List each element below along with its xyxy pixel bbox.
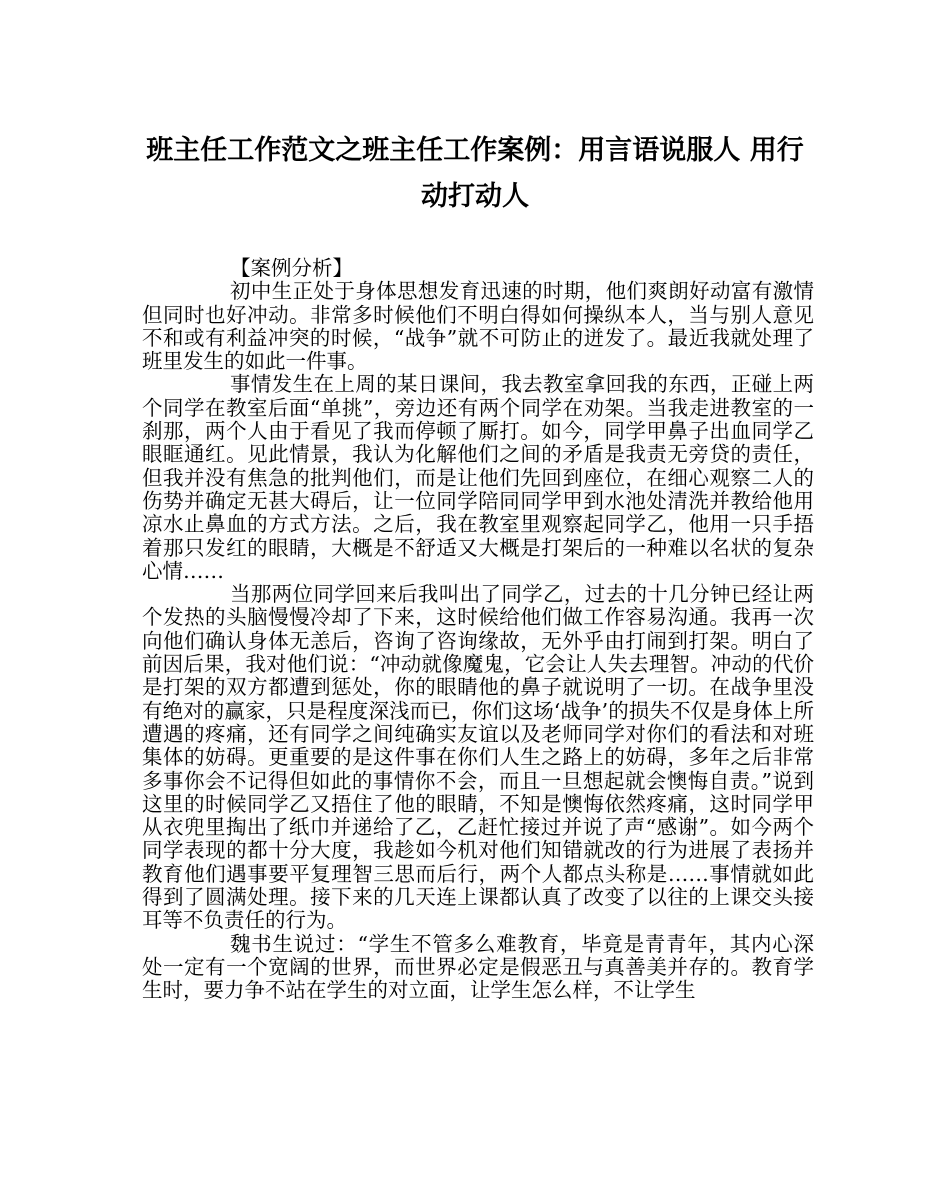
- document-body: [142, 257, 814, 1003]
- paragraph-quote: 魏书生说过：“学生不管多么难教育，毕竟是青青年，其内心深处一定有一个宽阔的世界，而世界必定是假恶丑与真善美并存的。教育学生时，要力争不站在学生的对立面，让学生怎么样，不让学生: [142, 931, 814, 1003]
- document-title: 班主任工作范文之班主任工作案例：用言语说服人 用行动打动人: [146, 135, 804, 212]
- paragraph-incident: 事情发生在上周的某日课间，我去教室拿回我的东西，正碰上两个同学在教室后面“单挑”，旁边还有两个同学在劝架。当我走进教室的一刹那，两个人由于看见了我而停顿了厮打。如今，同学甲鼻子出血同学乙眼眶通红。见此情景，我认为化解他们之间的矛盾是我责无旁贷的责任，但我并没有焦急的批判他们，而是让他们先回到座位，在细心观察二人的伤势并确定无甚大碍后，让一位同学陪同同学甲到水池处清洗并教给他用凉水止鼻血的方式方法。之后，我在教室里观察起同学乙，他用一只手捂着那只发红的眼睛，大概是不舒适又大概是打架后的一种难以名状的复杂心情……: [142, 372, 814, 583]
- section-heading: 【案例分析】: [230, 256, 353, 280]
- paragraph-intro: 初中生正处于身体思想发育迅速的时期，他们爽朗好动富有激情但同时也好冲动。非常多时候他们不明白得如何操纵本人，当与别人意见不和或有利益冲突的时候，“战争”就不可防止的迸发了。最近我就处理了班里发生的如此一件事。: [142, 279, 814, 374]
- paragraph-resolution: 当那两位同学回来后我叫出了同学乙，过去的十几分钟已经让两个发热的头脑慢慢冷却了下来，这时候给他们做工作容易沟通。我再一次向他们确认身体无恙后，咨询了咨询缘故，无外乎由打闹到打架。明白了前因后果，我对他们说：“冲动就像魔鬼，它会让人失去理智。冲动的代价是打架的双方都遭到惩处，你的眼睛他的鼻子就说明了一切。在战争里没有绝对的赢家，只是程度深浅而已，你们这场‘战争’的损失不仅是身体上所遭遇的疼痛，还有同学之间纯确实友谊以及老师同学对你们的看法和对班集体的妨碍。更重要的是这件事在你们人生之路上的妨碍，多年之后非常多事你会不记得但如此的事情你不会，而且一旦想起就会懊悔自责。”说到这里的时候同学乙又捂住了他的眼睛，不知是懊悔依然疼痛，这时同学甲从衣兜里掏出了纸巾并递给了乙，乙赶忙接过并说了声“感谢”。如今两个同学表现的都十分大度，我趁如今机对他们知错就改的行为进展了表扬并教育他们遇事要平复理智三思而后行，两个人都点头称是……事情就如此得到了圆满处理。接下来的几天连上课都认真了改变了以往的上课交头接耳等不负责任的行为。: [142, 582, 814, 933]
